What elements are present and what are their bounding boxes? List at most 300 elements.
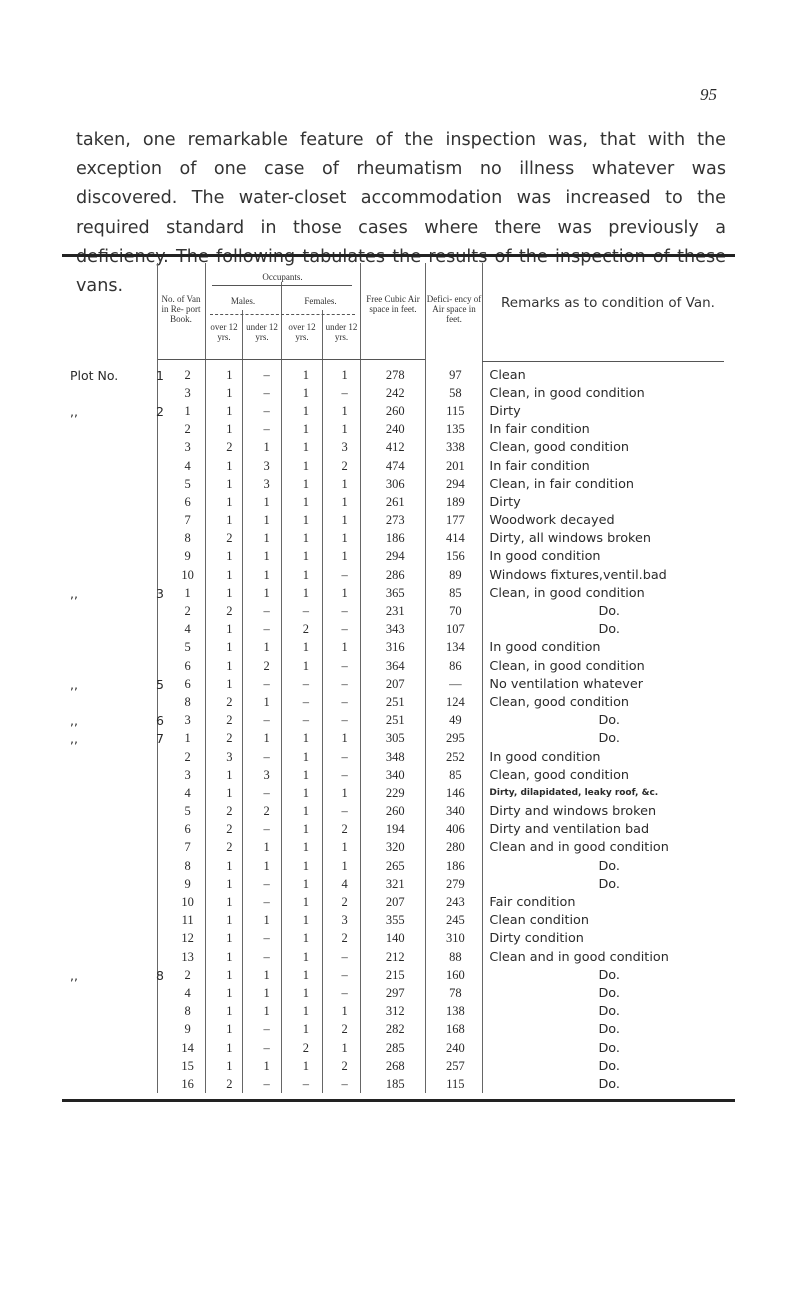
males-under-12-cell: 1 <box>263 967 270 982</box>
free-air-space-cell: 261 <box>385 494 405 509</box>
females-under-12-cell: 1 <box>341 367 348 382</box>
free-air-space-cell: 343 <box>385 622 405 637</box>
plot-cell <box>62 584 164 602</box>
deficiency-cell: 294 <box>445 476 465 491</box>
males-over-12-cell: 1 <box>226 913 233 928</box>
males-under-12-cell: – <box>263 604 270 619</box>
header-van-no: No. of Van in Re- port Book. <box>161 294 201 324</box>
free-air-space-cell: 286 <box>385 567 405 582</box>
females-under-12-cell: 1 <box>341 585 348 600</box>
plot-cell <box>62 493 164 511</box>
remarks-cell: In fair condition <box>489 422 590 438</box>
males-over-12-cell: 1 <box>226 1040 233 1055</box>
females-under-12-cell: 2 <box>341 822 348 837</box>
table-row <box>62 1003 735 1021</box>
free-air-space-cell: 348 <box>385 749 405 764</box>
deficiency-cell: 138 <box>445 1004 465 1019</box>
remarks-cell: Clean, in good condition <box>489 658 645 674</box>
males-under-12-cell: 1 <box>263 640 270 655</box>
remarks-cell: In good condition <box>489 749 601 765</box>
remarks-cell: Clean, good condition <box>489 440 630 456</box>
males-under-12-cell: – <box>263 622 270 637</box>
table-row <box>62 839 735 857</box>
remarks-cell: Dirty and windows broken <box>489 804 657 820</box>
plot-cell <box>62 875 164 893</box>
remarks-cell: In fair condition <box>489 458 590 474</box>
plot-label: ,, <box>70 403 78 419</box>
deficiency-cell: 85 <box>449 585 462 600</box>
females-under-12-cell: – <box>341 694 348 709</box>
remarks-cell: Do. <box>598 622 620 638</box>
free-air-space-cell: 140 <box>385 931 405 946</box>
females-under-12-cell: 1 <box>341 403 348 418</box>
van-no-cell: 10 <box>181 567 194 582</box>
deficiency-cell: 86 <box>449 658 462 673</box>
van-no-cell: 14 <box>181 1040 194 1055</box>
males-over-12-cell: 1 <box>226 476 233 491</box>
free-air-space-cell: 278 <box>385 367 405 382</box>
remarks-cell: Dirty and ventilation bad <box>489 822 650 838</box>
table-row <box>62 584 735 602</box>
van-no-cell: 3 <box>184 767 191 782</box>
free-air-space-cell: 365 <box>385 585 405 600</box>
deficiency-cell: 338 <box>445 440 465 455</box>
females-over-12-cell: 1 <box>302 876 310 891</box>
van-no-cell: 16 <box>181 1076 194 1091</box>
header-occupants: Occupants. <box>262 272 303 282</box>
table-row <box>62 1075 735 1093</box>
remarks-cell: Do. <box>598 1040 620 1056</box>
remarks-cell: Do. <box>598 967 620 983</box>
deficiency-cell: 115 <box>446 403 465 418</box>
males-under-12-cell: 1 <box>263 440 270 455</box>
free-air-space-cell: 355 <box>385 913 405 928</box>
header-males-over-12: over 12 yrs. <box>210 322 238 342</box>
free-air-space-cell: 268 <box>385 1058 405 1073</box>
free-air-space-cell: 412 <box>385 440 405 455</box>
remarks-cell: Clean and in good condition <box>489 949 669 965</box>
females-under-12-cell: – <box>341 967 348 982</box>
females-over-12-cell: 1 <box>302 458 310 473</box>
deficiency-cell: 245 <box>445 913 465 928</box>
table-row <box>62 930 735 948</box>
plot-cell <box>62 930 164 948</box>
deficiency-cell: 168 <box>445 1022 465 1037</box>
van-no-cell: 2 <box>184 422 191 437</box>
plot-number: 1 <box>156 367 164 383</box>
males-under-12-cell: 2 <box>263 658 270 673</box>
males-over-12-cell: 2 <box>226 731 233 746</box>
deficiency-cell: 240 <box>445 1040 465 1055</box>
free-air-space-cell: 340 <box>385 767 405 782</box>
van-no-cell: 6 <box>184 658 191 673</box>
deficiency-cell: 340 <box>445 804 465 819</box>
header-males-under-12: under 12 yrs. <box>246 322 278 342</box>
females-over-12-cell: 1 <box>302 949 310 964</box>
free-air-space-cell: 251 <box>385 694 405 709</box>
females-over-12-cell: 1 <box>302 494 310 509</box>
free-air-space-cell: 306 <box>385 476 405 491</box>
table-row <box>62 803 735 821</box>
males-over-12-cell: 1 <box>226 1058 233 1073</box>
males-over-12-cell: 1 <box>226 494 233 509</box>
van-no-cell: 2 <box>184 604 191 619</box>
males-over-12-cell: 1 <box>226 876 233 891</box>
females-over-12-cell: – <box>302 604 310 619</box>
females-over-12-cell: 1 <box>302 785 310 800</box>
table-row <box>62 875 735 893</box>
females-over-12-cell: 1 <box>302 385 310 400</box>
van-no-cell: 2 <box>184 367 191 382</box>
remarks-cell: Fair condition <box>489 895 576 911</box>
header-females: Females. <box>304 296 337 306</box>
remarks-cell: Do. <box>598 858 620 874</box>
free-air-space-cell: 251 <box>385 713 405 728</box>
males-under-12-cell: 1 <box>263 531 270 546</box>
males-over-12-cell: 1 <box>226 422 233 437</box>
males-under-12-cell: – <box>263 422 270 437</box>
van-no-cell: 8 <box>184 531 191 546</box>
females-under-12-cell: – <box>341 985 348 1000</box>
table-row <box>62 548 735 566</box>
plot-cell <box>62 1057 164 1075</box>
females-over-12-cell: 1 <box>302 513 310 528</box>
males-over-12-cell: 1 <box>226 367 233 382</box>
van-no-cell: 1 <box>184 585 191 600</box>
females-under-12-cell: 3 <box>341 440 348 455</box>
remarks-cell: Do. <box>598 604 620 620</box>
deficiency-cell: 70 <box>449 604 462 619</box>
deficiency-cell: 85 <box>449 767 462 782</box>
males-under-12-cell: 1 <box>263 985 270 1000</box>
males-under-12-cell: 1 <box>263 840 270 855</box>
van-no-cell: 3 <box>184 385 191 400</box>
females-over-12-cell: 1 <box>302 749 310 764</box>
females-under-12-cell: 2 <box>341 895 348 910</box>
van-no-cell: 5 <box>184 640 191 655</box>
table-row <box>62 457 735 475</box>
remarks-cell: Dirty condition <box>489 931 584 947</box>
plot-number: 3 <box>156 585 164 601</box>
remarks-cell: Dirty, all windows broken <box>489 531 651 547</box>
females-under-12-cell: – <box>341 622 348 637</box>
males-over-12-cell: 2 <box>226 713 233 728</box>
free-air-space-cell: 229 <box>385 785 405 800</box>
deficiency-cell: 160 <box>445 967 465 982</box>
males-under-12-cell: 1 <box>263 694 270 709</box>
van-no-cell: 7 <box>184 840 191 855</box>
females-over-12-cell: 1 <box>302 767 310 782</box>
van-no-cell: 8 <box>184 694 191 709</box>
plot-cell <box>62 530 164 548</box>
females-under-12-cell: – <box>341 749 348 764</box>
van-no-cell: 9 <box>184 876 191 891</box>
table-row <box>62 439 735 457</box>
deficiency-cell: 257 <box>445 1058 465 1073</box>
females-over-12-cell: 1 <box>302 585 310 600</box>
females-under-12-cell: 1 <box>341 476 348 491</box>
free-air-space-cell: 240 <box>385 422 405 437</box>
females-over-12-cell: 1 <box>302 931 310 946</box>
header-bottom-rule <box>158 359 425 360</box>
table-row <box>62 712 735 730</box>
plot-cell <box>62 948 164 966</box>
table-row <box>62 893 735 911</box>
deficiency-cell: 189 <box>445 494 465 509</box>
table-row <box>62 402 735 420</box>
plot-cell <box>62 1003 164 1021</box>
males-under-12-cell: 1 <box>263 567 270 582</box>
males-under-12-cell: – <box>263 749 270 764</box>
van-no-cell: 9 <box>184 1022 191 1037</box>
remarks-cell: Do. <box>598 1022 620 1038</box>
plot-label: Plot No. <box>70 367 119 383</box>
females-under-12-cell: – <box>341 804 348 819</box>
plot-number: 8 <box>156 967 164 983</box>
free-air-space-cell: 316 <box>385 640 405 655</box>
deficiency-cell: 49 <box>449 713 462 728</box>
free-air-space-cell: 305 <box>385 731 405 746</box>
plot-cell <box>62 657 164 675</box>
females-over-12-cell: 1 <box>302 567 310 582</box>
plot-cell <box>62 839 164 857</box>
males-over-12-cell: 1 <box>226 931 233 946</box>
females-over-12-cell: 1 <box>302 1058 310 1073</box>
van-no-cell: 6 <box>184 676 191 691</box>
males-over-12-cell: 1 <box>226 513 233 528</box>
van-no-cell: 1 <box>184 403 191 418</box>
deficiency-cell: 279 <box>445 876 465 891</box>
plot-cell <box>62 512 164 530</box>
females-under-12-cell: – <box>341 1076 348 1091</box>
females-over-12-cell: – <box>302 676 310 691</box>
van-no-cell: 7 <box>184 513 191 528</box>
males-over-12-cell: 1 <box>226 949 233 964</box>
free-air-space-cell: 474 <box>385 458 405 473</box>
females-over-12-cell: 1 <box>302 731 310 746</box>
males-over-12-cell: 1 <box>226 622 233 637</box>
males-under-12-cell: – <box>263 403 270 418</box>
remarks-cell: Windows fixtures,ventil.bad <box>489 567 667 583</box>
plot-label: ,, <box>70 967 78 983</box>
plot-cell <box>62 693 164 711</box>
males-under-12-cell: – <box>263 1022 270 1037</box>
free-air-space-cell: 194 <box>385 822 405 837</box>
females-under-12-cell: – <box>341 658 348 673</box>
males-over-12-cell: 1 <box>226 403 233 418</box>
table-row <box>62 948 735 966</box>
plot-label: ,, <box>70 731 78 747</box>
females-over-12-cell: 1 <box>302 549 310 564</box>
plot-cell <box>62 821 164 839</box>
van-no-cell: 4 <box>184 785 191 800</box>
females-over-12-cell: 1 <box>302 840 310 855</box>
deficiency-cell: 146 <box>445 785 465 800</box>
intro-paragraph: taken, one remarkable feature of the inspection was, that with the exception of one case of rheumatism no illness whatever was discovered. The water-closet accommodation was increased to the required standard in those cases where there was previously a vans. <box>76 130 726 297</box>
plot-label: ,, <box>70 585 78 601</box>
remarks-cell: Woodwork decayed <box>489 513 615 529</box>
males-under-12-cell: 1 <box>263 913 270 928</box>
plot-cell <box>62 366 164 384</box>
females-over-12-cell: 1 <box>302 1004 310 1019</box>
free-air-space-cell: 260 <box>385 804 405 819</box>
females-under-12-cell: 1 <box>341 858 348 873</box>
females-over-12-cell: 1 <box>302 822 310 837</box>
free-air-space-cell: 294 <box>385 549 405 564</box>
females-under-12-cell: 1 <box>341 549 348 564</box>
table-row <box>62 693 735 711</box>
free-air-space-cell: 273 <box>385 513 405 528</box>
table-row <box>62 512 735 530</box>
females-over-12-cell: 2 <box>302 1040 310 1055</box>
table-top-rule <box>62 254 735 257</box>
males-under-12-cell: 1 <box>263 1004 270 1019</box>
plot-cell <box>62 384 164 402</box>
van-no-cell: 6 <box>184 822 191 837</box>
van-no-cell: 12 <box>181 931 194 946</box>
males-over-12-cell: 2 <box>226 804 233 819</box>
van-no-cell: 5 <box>184 476 191 491</box>
van-no-cell: 5 <box>184 804 191 819</box>
females-over-12-cell: 1 <box>302 967 310 982</box>
free-air-space-cell: 185 <box>385 1076 405 1091</box>
remarks-cell: Do. <box>598 1058 620 1074</box>
van-no-cell: 8 <box>184 1004 191 1019</box>
females-under-12-cell: – <box>341 604 348 619</box>
plot-cell <box>62 475 164 493</box>
males-under-12-cell: 1 <box>263 858 270 873</box>
females-over-12-cell: 1 <box>302 640 310 655</box>
males-under-12-cell: 1 <box>263 731 270 746</box>
table-row <box>62 384 735 402</box>
deficiency-cell: 89 <box>449 567 462 582</box>
plot-label: ,, <box>70 713 78 729</box>
males-under-12-cell: – <box>263 895 270 910</box>
table-row <box>62 566 735 584</box>
table-row <box>62 857 735 875</box>
remarks-underline <box>482 361 724 362</box>
males-under-12-cell: 1 <box>263 494 270 509</box>
remarks-cell: Do. <box>598 1076 620 1092</box>
remarks-cell: Dirty <box>489 494 521 510</box>
table-row <box>62 1039 735 1057</box>
females-under-12-cell: 2 <box>341 931 348 946</box>
plot-cell <box>62 548 164 566</box>
plot-cell <box>62 984 164 1002</box>
females-under-12-cell: 1 <box>341 513 348 528</box>
plot-label: ,, <box>70 676 78 692</box>
males-over-12-cell: 1 <box>226 385 233 400</box>
table-row <box>62 912 735 930</box>
males-under-12-cell: 1 <box>263 585 270 600</box>
table-row <box>62 366 735 384</box>
van-no-cell: 4 <box>184 622 191 637</box>
plot-cell <box>62 748 164 766</box>
females-under-12-cell: 4 <box>341 876 348 891</box>
females-under-12-cell: 1 <box>341 1004 348 1019</box>
males-over-12-cell: 1 <box>226 895 233 910</box>
females-over-12-cell: – <box>302 1076 310 1091</box>
table-row <box>62 748 735 766</box>
van-no-cell: 10 <box>181 895 194 910</box>
free-air-space-cell: 364 <box>385 658 405 673</box>
plot-number: 6 <box>156 713 164 729</box>
males-under-12-cell: – <box>263 822 270 837</box>
header-females-over-12: over 12 yrs. <box>288 322 316 342</box>
remarks-cell: In good condition <box>489 640 601 656</box>
females-over-12-cell: 2 <box>302 622 310 637</box>
females-under-12-cell: 1 <box>341 422 348 437</box>
males-over-12-cell: 2 <box>226 531 233 546</box>
table-row <box>62 730 735 748</box>
females-over-12-cell: 1 <box>302 804 310 819</box>
males-under-12-cell: 3 <box>263 458 270 473</box>
deficiency-cell: 310 <box>445 931 465 946</box>
plot-cell <box>62 766 164 784</box>
plot-cell <box>62 1021 164 1039</box>
males-over-12-cell: 1 <box>226 549 233 564</box>
free-air-space-cell: 297 <box>385 985 405 1000</box>
remarks-cell: Clean, in good condition <box>489 385 645 401</box>
females-over-12-cell: 1 <box>302 422 310 437</box>
males-over-12-cell: 1 <box>226 658 233 673</box>
plot-cell <box>62 912 164 930</box>
deficiency-cell: 295 <box>445 731 465 746</box>
males-over-12-cell: 1 <box>226 967 233 982</box>
table-row <box>62 766 735 784</box>
females-under-12-cell: 1 <box>341 531 348 546</box>
table-row <box>62 657 735 675</box>
plot-cell <box>62 675 164 693</box>
females-under-12-cell: 2 <box>341 1058 348 1073</box>
van-no-cell: 2 <box>184 967 191 982</box>
deficiency-cell: 58 <box>449 385 462 400</box>
plot-cell <box>62 784 164 802</box>
males-over-12-cell: 2 <box>226 1076 233 1091</box>
table-row <box>62 602 735 620</box>
females-over-12-cell: 1 <box>302 1022 310 1037</box>
table-row <box>62 1057 735 1075</box>
females-over-12-cell: 1 <box>302 985 310 1000</box>
remarks-cell: Clean and in good condition <box>489 840 669 856</box>
table-row <box>62 675 735 693</box>
free-air-space-cell: 186 <box>385 531 405 546</box>
deficiency-cell: 107 <box>445 622 465 637</box>
van-no-cell: 2 <box>184 749 191 764</box>
table-row <box>62 530 735 548</box>
deficiency-cell: 78 <box>449 985 462 1000</box>
males-over-12-cell: 1 <box>226 858 233 873</box>
males-over-12-cell: 2 <box>226 822 233 837</box>
plot-cell <box>62 1039 164 1057</box>
van-no-cell: 9 <box>184 549 191 564</box>
males-under-12-cell: – <box>263 785 270 800</box>
males-over-12-cell: 1 <box>226 640 233 655</box>
free-air-space-cell: 265 <box>385 858 405 873</box>
males-under-12-cell: – <box>263 385 270 400</box>
deficiency-cell: 115 <box>446 1076 465 1091</box>
table-row <box>62 984 735 1002</box>
females-over-12-cell: 1 <box>302 531 310 546</box>
free-air-space-cell: 320 <box>385 840 405 855</box>
plot-number: 7 <box>156 731 164 747</box>
males-under-12-cell: 1 <box>263 513 270 528</box>
free-air-space-cell: 282 <box>385 1022 405 1037</box>
males-under-12-cell: 1 <box>263 1058 270 1073</box>
females-under-12-cell: 1 <box>341 840 348 855</box>
males-over-12-cell: 1 <box>226 567 233 582</box>
free-air-space-cell: 285 <box>385 1040 405 1055</box>
